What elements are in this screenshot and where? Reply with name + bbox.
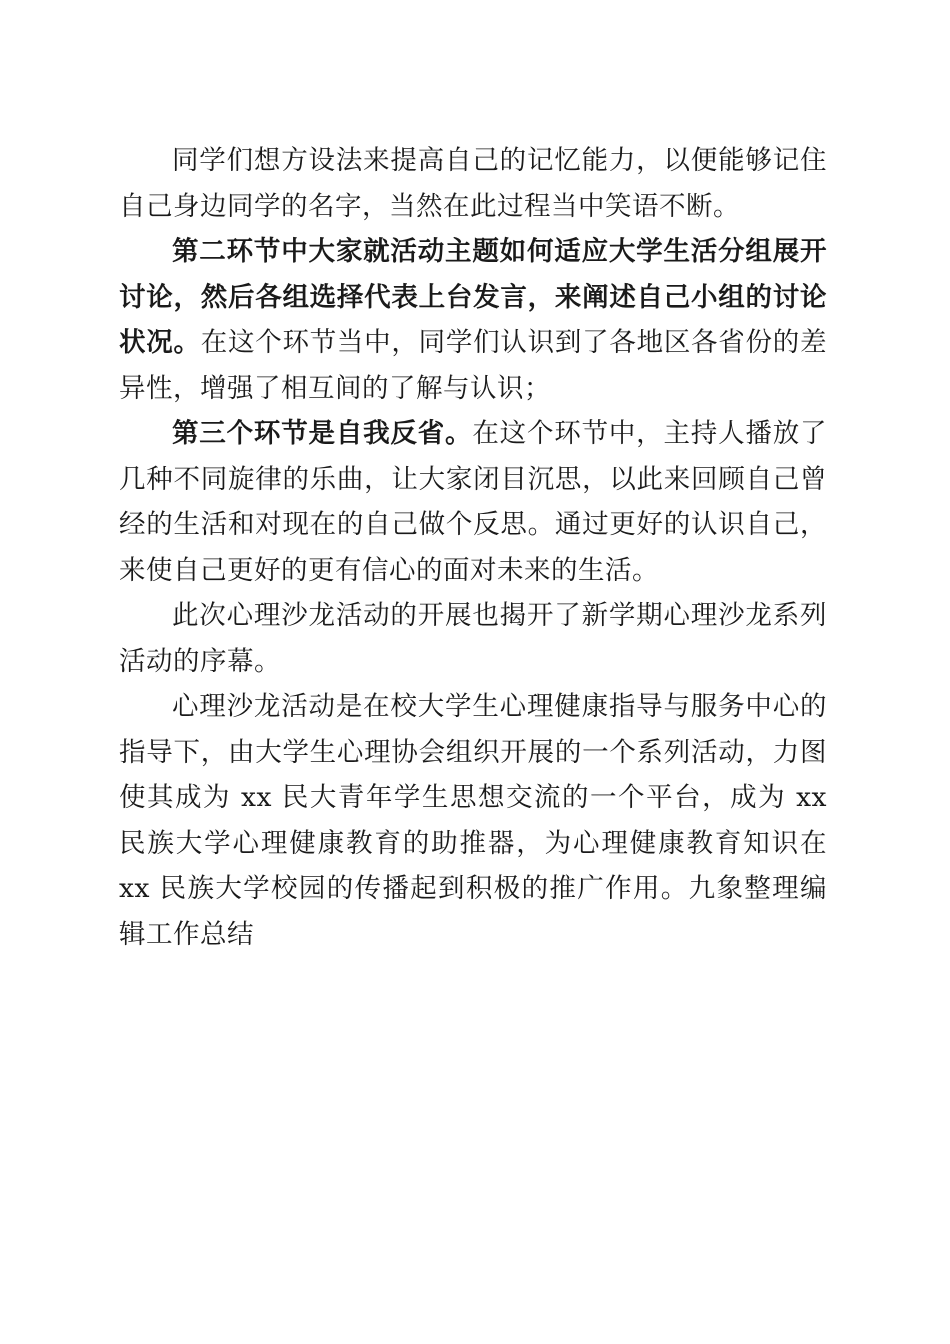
paragraph-salon-summary: 心理沙龙活动是在校大学生心理健康指导与服务中心的指导下，由大学生心理协会组织开展的一个系列活动，力图使其成为 xx 民大青年学生思想交流的一个平台，成为 xx 民族大学心理健康教育的助推器，为心理健康教育知识在 xx 民族大学校园的传播起到积极的推广作用。九象整理编辑工作总结	[119, 691, 827, 950]
paragraph-second-session	[119, 229, 827, 411]
paragraph-second-session-bold: 第二环节中大家就活动主题如何适应大学生活分组展开讨论，然后各组选择代表上台发言，来阐述自己小组的讨论状况。	[119, 236, 827, 358]
paragraph-second-session-rest: 在这个环节当中，同学们认识到了各地区各省份的差异性，增强了相互间的了解与认识；	[119, 327, 828, 404]
paragraph-memory-game: 同学们想方设法来提高自己的记忆能力，以便能够记住自己身边同学的名字，当然在此过程当中笑语不断。	[119, 145, 827, 222]
paragraph-third-session-rest: 在这个环节中，主持人播放了几种不同旋律的乐曲，让大家闭目沉思，以此来回顾自己曾经的生活和对现在的自己做个反思。通过更好的认识自己，来使自己更好的更有信心的面对未来的生活。	[119, 418, 828, 586]
paragraph-salon-opening: 此次心理沙龙活动的开展也揭开了新学期心理沙龙系列活动的序幕。	[119, 600, 827, 677]
paragraph-third-session	[119, 411, 827, 593]
document-body	[119, 138, 827, 957]
paragraph-third-session-bold: 第三个环节是自我反省。	[172, 418, 473, 449]
